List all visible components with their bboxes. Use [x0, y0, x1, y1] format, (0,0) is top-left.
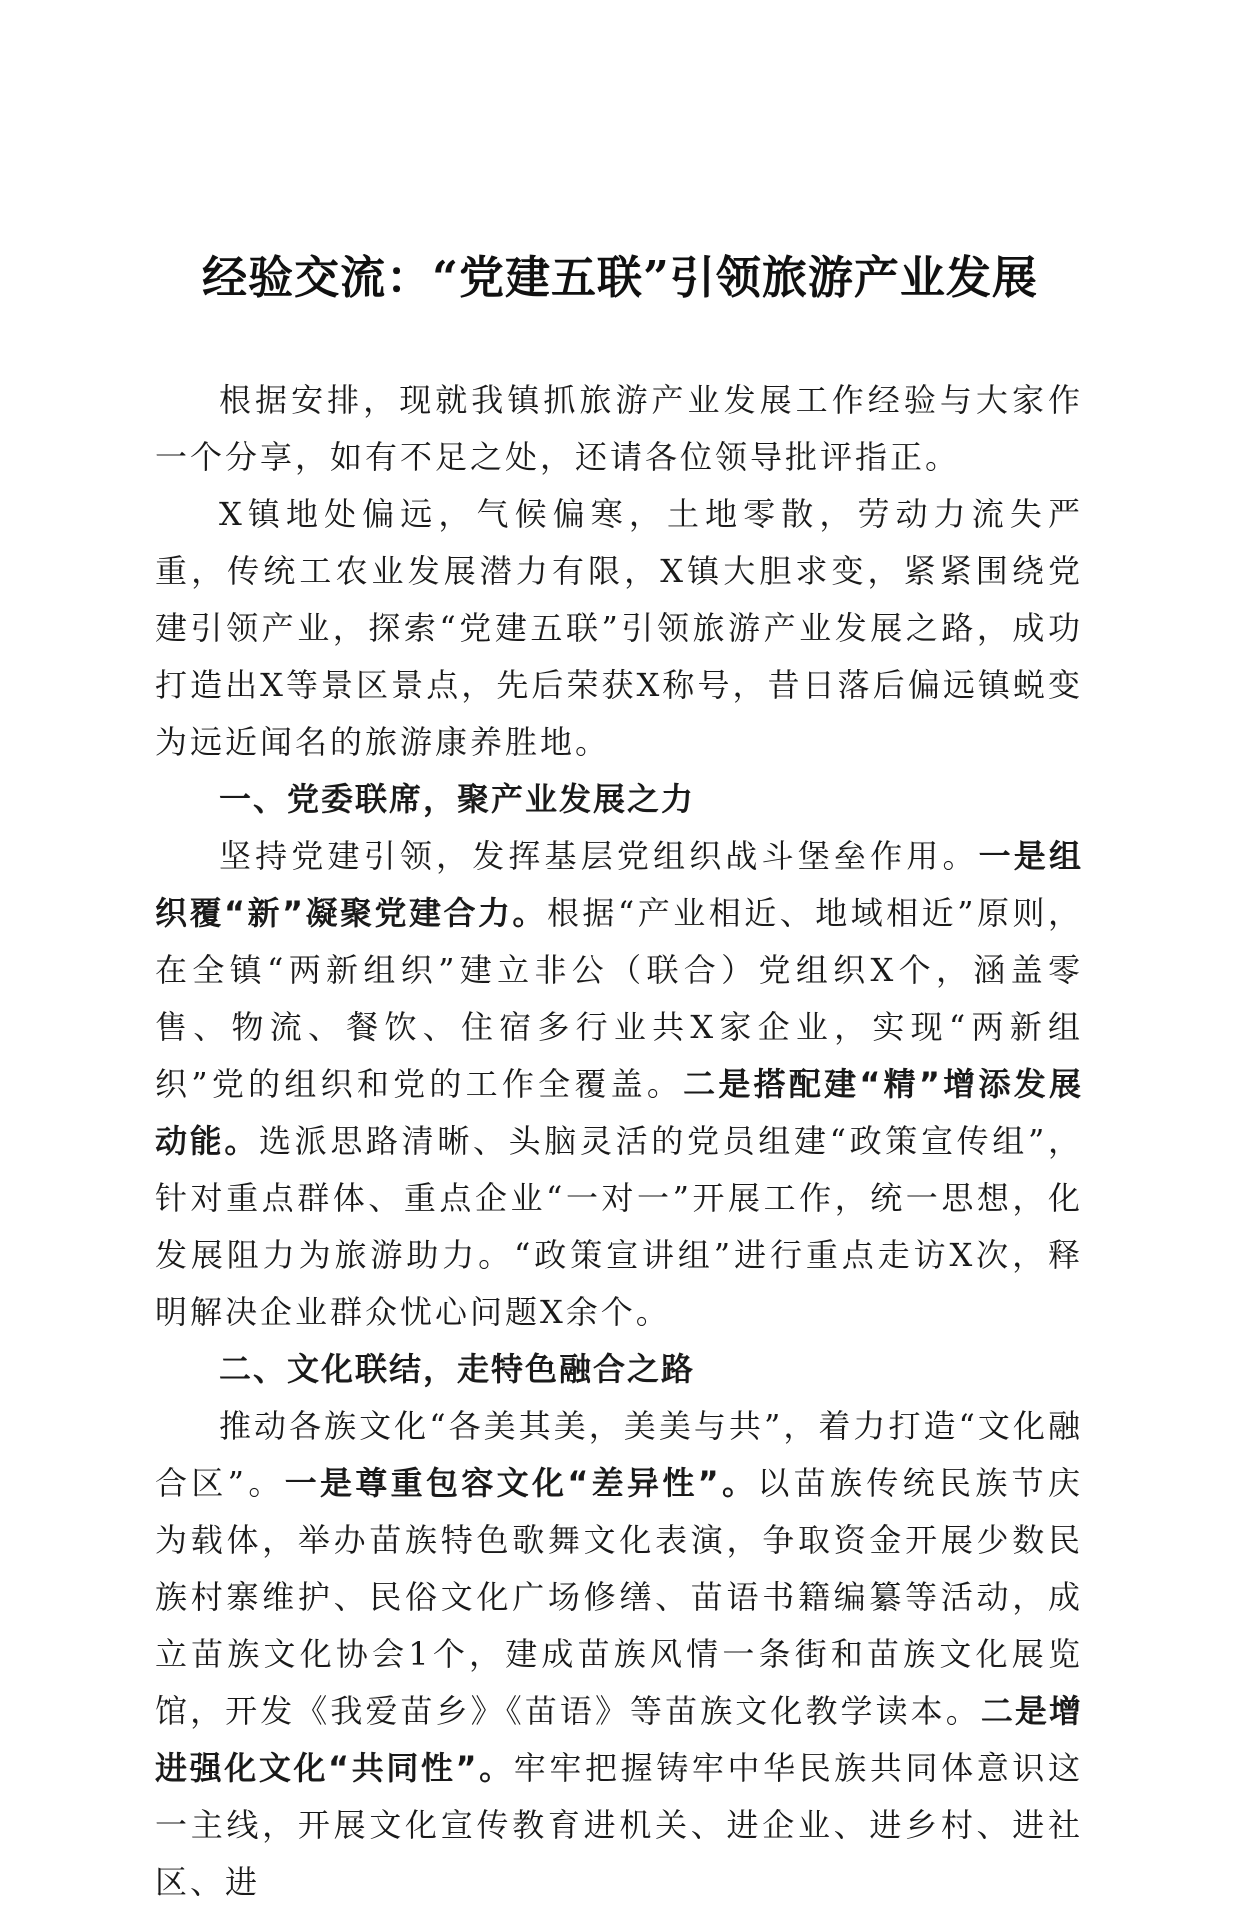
intro-paragraph-1: 根据安排，现就我镇抓旅游产业发展工作经验与大家作一个分享，如有不足之处，还请各位领导批评指正。: [155, 381, 1083, 476]
section-1-paragraph: [155, 828, 1083, 1341]
section-1-text-1: 坚持党建引领，发挥基层党组织战斗堡垒作用。: [219, 837, 979, 875]
section-2-text-1: 推动各族文化“各美其美，美美与共”，着力打造“文化融合区”。: [155, 1407, 1083, 1502]
section-2-bold-2: 二是增进强化文化“共同性”。: [155, 1692, 1083, 1787]
section-2-bold-1: 一是尊重包容文化“差异性”。: [284, 1464, 758, 1502]
intro-paragraph-2: X镇地处偏远，气候偏寒，土地零散，劳动力流失严重，传统工农业发展潜力有限，X镇大胆求变，紧紧围绕党建引领产业，探索“党建五联”引领旅游产业发展之路，成功打造出X等景区景点，先后荣获X称号，昔日落后偏远镇蜕变为远近闻名的旅游康养胜地。: [155, 495, 1083, 761]
section-1-bold-1: 一是组织覆“新”凝聚党建合力。: [155, 837, 1083, 932]
document-title: 经验交流：“党建五联”引领旅游产业发展: [202, 251, 1038, 304]
section-2-text-3: 牢牢把握铸牢中华民族共同体意识这一主线，开展文化宣传教育进机关、进企业、进乡村、进社区、进: [155, 1749, 1083, 1901]
section-1-text-2: 根据“产业相近、地域相近”原则，在全镇“两新组织”建立非公（联合）党组织X个，涵盖零售、物流、餐饮、住宿多行业共X家企业，实现“两新组织”党的组织和党的工作全覆盖。: [155, 894, 1083, 1103]
section-1-bold-2: 二是搭配建“精”增添发展动能。: [155, 1065, 1083, 1160]
section-1-text-3: 选派思路清晰、头脑灵活的党员组建“政策宣传组”，针对重点群体、重点企业“一对一”开展工作，统一思想，化发展阻力为旅游助力。“政策宣讲组”进行重点走访X次，释明解决企业群众忧心问题X余个。: [155, 1122, 1083, 1331]
section-2-paragraph: [155, 1398, 1083, 1911]
document-body: [155, 372, 1083, 1911]
section-2-heading: 二、文化联结，走特色融合之路: [219, 1350, 696, 1388]
section-2-text-2: 以苗族传统民族节庆为载体，举办苗族特色歌舞文化表演，争取资金开展少数民族村寨维护、民俗文化广场修缮、苗语书籍编纂等活动，成立苗族文化协会1个，建成苗族风情一条街和苗族文化展览馆，开发《我爱苗乡》《苗语》等苗族文化教学读本。: [155, 1464, 1083, 1730]
section-1-heading: 一、党委联席，聚产业发展之力: [219, 780, 696, 818]
